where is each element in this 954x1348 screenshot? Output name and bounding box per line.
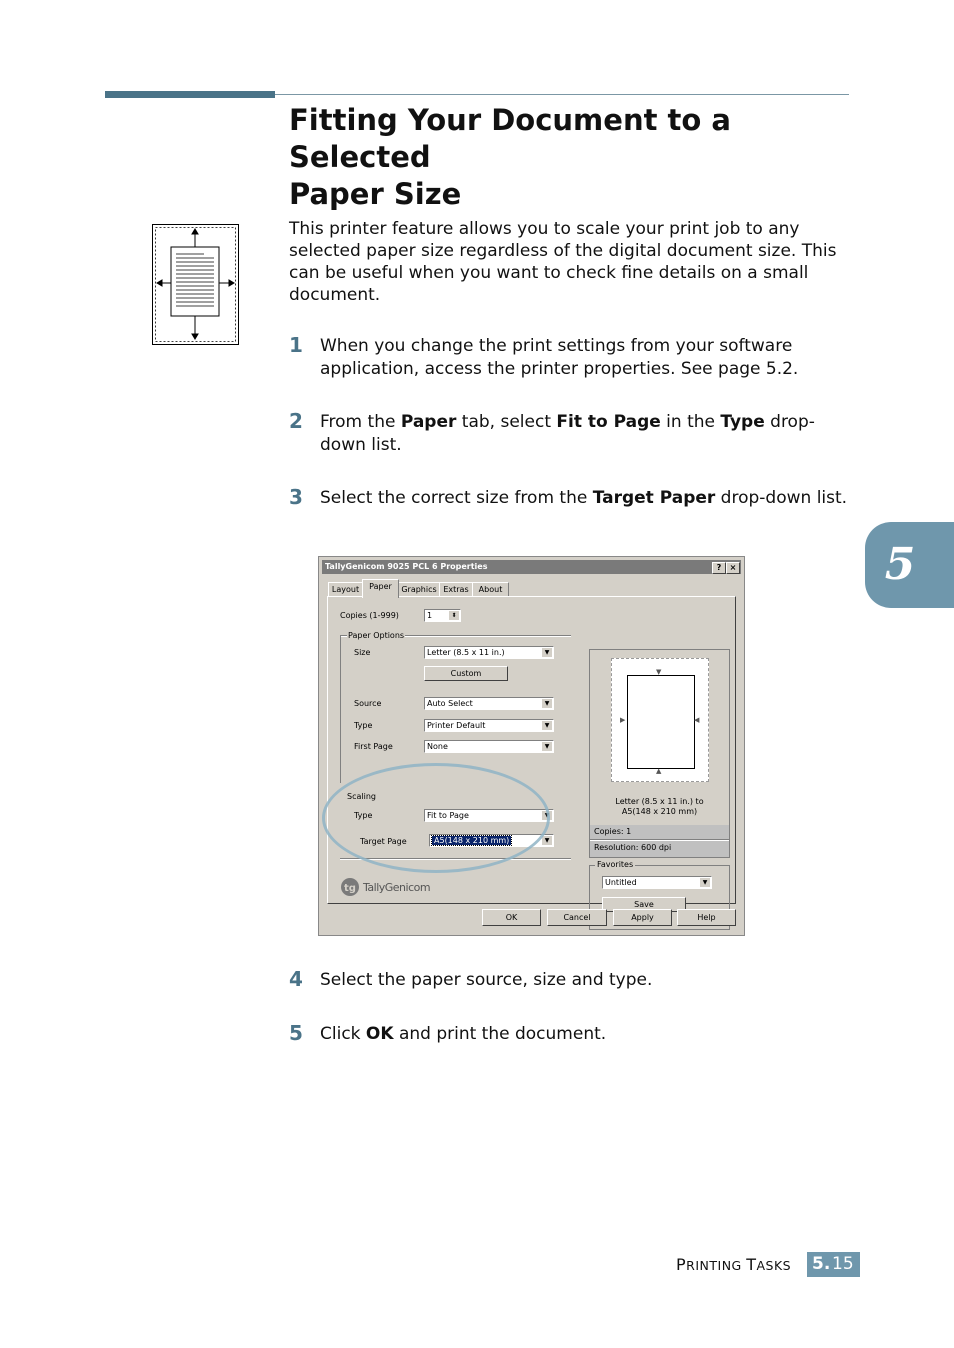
scaling-label: Scaling xyxy=(347,792,376,801)
step-2-bold-paper: Paper xyxy=(400,412,457,432)
size-value: Letter (8.5 x 11 in.) xyxy=(427,648,505,657)
favorites-select[interactable] xyxy=(602,876,712,889)
source-value: Auto Select xyxy=(427,699,473,708)
step-number-1: 1 xyxy=(289,333,303,357)
dialog-title: TallyGenicom 9025 PCL 6 Properties xyxy=(325,562,488,571)
apply-button[interactable]: Apply xyxy=(613,909,672,926)
intro-paragraph: This printer feature allows you to scale your print job to any selected paper size regardless of the digital document size. This can be useful when you want to check fine details on a small document. xyxy=(289,219,837,305)
source-label: Source xyxy=(354,699,382,708)
preview-paper xyxy=(611,658,709,782)
scaling-type-label: Type xyxy=(354,811,373,820)
help-title-button[interactable]: ? xyxy=(712,562,726,574)
step-2-post: drop-down list. xyxy=(320,412,815,455)
tab-graphics[interactable]: Graphics xyxy=(398,582,440,597)
preview-caption-2: A5(148 x 210 mm) xyxy=(621,807,698,816)
step-2-mid2: in the xyxy=(660,412,721,432)
chevron-down-icon[interactable]: ▼ xyxy=(542,811,552,820)
target-page-value: A5(148 x 210 mm) xyxy=(434,836,510,845)
step-2-bold-fit: Fit to Page xyxy=(556,412,661,432)
chapter-tab xyxy=(865,522,954,608)
footer-section-label xyxy=(676,1254,791,1277)
step-number-2: 2 xyxy=(289,409,303,433)
chevron-down-icon[interactable]: ▼ xyxy=(542,648,552,657)
step-5-post: and print the document. xyxy=(393,1024,607,1044)
ok-button[interactable]: OK xyxy=(482,909,541,926)
chevron-down-icon[interactable]: ▼ xyxy=(542,836,552,845)
type-select[interactable] xyxy=(424,719,554,732)
step-5-bold-ok: OK xyxy=(365,1024,394,1044)
copies-spinner[interactable] xyxy=(424,609,461,622)
scaling-highlight-ellipse xyxy=(322,763,550,873)
preview-info xyxy=(590,825,729,857)
first-page-select[interactable] xyxy=(424,740,554,753)
step-3-text xyxy=(320,487,850,510)
chevron-down-icon[interactable]: ▼ xyxy=(542,721,552,730)
tab-layout[interactable]: Layout xyxy=(328,582,363,597)
step-2-mid1: tab, select xyxy=(456,412,557,432)
chevron-down-icon[interactable]: ▼ xyxy=(700,878,710,887)
header-rule-thick xyxy=(105,91,275,98)
step-number-4: 4 xyxy=(289,967,303,991)
step-1-text: When you change the print settings from your software application, access the printer properties. See page 5.2. xyxy=(320,336,799,379)
tab-extras[interactable]: Extras xyxy=(439,582,473,597)
logo-icon xyxy=(340,877,360,897)
arrow-left-icon: ◀ xyxy=(694,716,700,724)
dialog-title-bar xyxy=(322,560,741,574)
page-title-line-1: Fitting Your Document to a Selected xyxy=(289,103,731,174)
spin-icon[interactable]: ⬍ xyxy=(449,611,459,620)
step-5-pre: Click xyxy=(320,1024,366,1044)
tab-paper[interactable]: Paper xyxy=(362,579,399,598)
copies-label: Copies (1-999) xyxy=(340,611,399,620)
arrow-right-icon: ▶ xyxy=(620,716,626,724)
footer-label-t: T xyxy=(746,1255,757,1274)
step-5-text xyxy=(320,1023,850,1046)
copies-info: Copies: 1 xyxy=(594,827,632,836)
paper-options-left-border xyxy=(340,635,341,783)
preview-sheet xyxy=(627,675,695,769)
printer-properties-dialog xyxy=(318,556,745,936)
logo-text: TallyGenicom xyxy=(363,881,431,894)
first-page-value: None xyxy=(427,742,448,751)
preview-caption-1: Letter (8.5 x 11 in.) to xyxy=(615,797,704,806)
favorites-value: Untitled xyxy=(605,878,637,887)
size-select[interactable] xyxy=(424,646,554,659)
type-label: Type xyxy=(354,721,373,730)
step-number-3: 3 xyxy=(289,485,303,509)
svg-text:tg: tg xyxy=(344,883,356,894)
header-rule-thin xyxy=(275,94,849,95)
step-2-bold-type: Type xyxy=(720,412,765,432)
paper-options-label: Paper Options xyxy=(348,631,405,640)
arrow-up-icon: ▲ xyxy=(656,767,662,775)
footer-label-rest1: RINTING xyxy=(686,1258,747,1273)
step-3-post: drop-down list. xyxy=(715,488,848,508)
copies-value: 1 xyxy=(427,611,433,620)
source-select[interactable] xyxy=(424,697,554,710)
favorites-label: Favorites xyxy=(597,860,634,869)
step-number-5: 5 xyxy=(289,1021,303,1045)
custom-button[interactable]: Custom xyxy=(424,666,508,681)
page-number: 15 xyxy=(832,1254,854,1274)
step-3-pre: Select the correct size from the xyxy=(320,488,593,508)
save-button[interactable]: Save xyxy=(602,897,686,912)
arrow-down-icon: ▼ xyxy=(656,668,662,676)
step-2-pre: From the xyxy=(320,412,401,432)
target-page-label: Target Page xyxy=(360,837,407,846)
size-label: Size xyxy=(354,648,371,657)
page-title-line-2: Paper Size xyxy=(289,177,462,211)
type-value: Printer Default xyxy=(427,721,486,730)
tab-about[interactable]: About xyxy=(472,582,509,597)
first-page-label: First Page xyxy=(354,742,393,751)
footer-label-p: P xyxy=(676,1255,687,1274)
step-3-bold-target: Target Paper xyxy=(592,488,716,508)
close-title-button[interactable]: × xyxy=(726,562,740,574)
chapter-tab-number: 5 xyxy=(884,539,916,590)
fit-to-page-icon xyxy=(152,224,239,345)
tallygenicom-logo xyxy=(340,877,450,899)
preview-pane xyxy=(589,649,730,858)
page-number-box xyxy=(807,1252,860,1277)
footer-label-rest2: ASKS xyxy=(756,1258,792,1273)
chevron-down-icon[interactable]: ▼ xyxy=(542,742,552,751)
page-title xyxy=(289,102,869,213)
scaling-type-value: Fit to Page xyxy=(427,811,469,820)
page-chapter: 5. xyxy=(812,1254,831,1274)
resolution-info: Resolution: 600 dpi xyxy=(594,843,672,852)
cancel-button[interactable]: Cancel xyxy=(547,909,607,926)
step-4-text: Select the paper source, size and type. xyxy=(320,970,653,990)
info-divider xyxy=(590,839,729,841)
step-2-text xyxy=(320,411,850,457)
help-button[interactable]: Help xyxy=(677,909,736,926)
chevron-down-icon[interactable]: ▼ xyxy=(542,699,552,708)
